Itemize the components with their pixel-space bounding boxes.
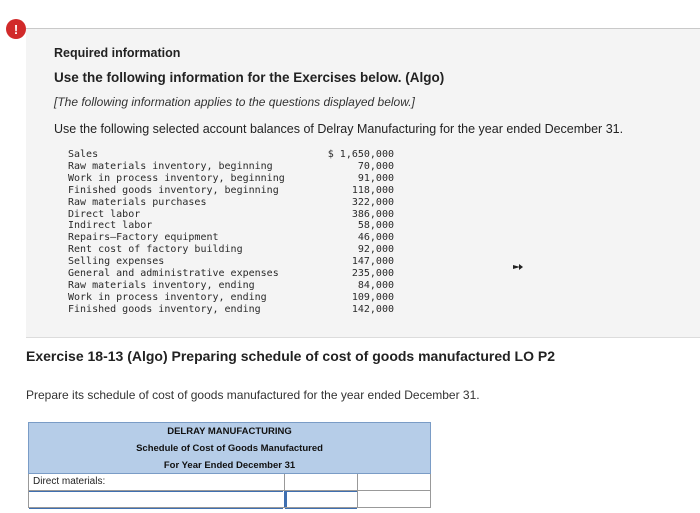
column-divider (357, 491, 358, 507)
account-name: Raw materials purchases (68, 196, 207, 208)
account-amount: $ 1,650,000 (327, 149, 394, 160)
schedule-title: Schedule of Cost of Goods Manufactured (136, 443, 323, 454)
account-row (68, 292, 394, 304)
account-amount: 70,000 (357, 160, 394, 172)
account-row (68, 256, 394, 268)
required-info-subtitle: Use the following information for the Exercises below. (Algo) (54, 70, 445, 85)
account-row (68, 304, 394, 316)
amount-input[interactable] (285, 491, 357, 509)
account-row (68, 197, 394, 209)
schedule-period: For Year Ended December 31 (163, 460, 296, 471)
required-info-intro: Use the following selected account balances of Delray Manufacturing for the year ended December 31. (54, 122, 624, 136)
account-amount: 235,000 (351, 268, 394, 280)
account-row (68, 161, 394, 173)
account-row (68, 209, 394, 221)
account-name: Sales (68, 149, 99, 160)
account-name: Finished goods inventory, ending (68, 303, 261, 315)
account-amount: 109,000 (351, 291, 394, 303)
account-row (68, 232, 394, 244)
exercise-title: Exercise 18-13 (Algo) Preparing schedule of cost of goods manufactured LO P2 (26, 348, 556, 364)
account-row (68, 220, 394, 232)
required-info-title: Required information (54, 46, 181, 60)
account-row (68, 280, 394, 292)
account-name: Finished goods inventory, beginning (68, 184, 279, 196)
account-row (68, 173, 394, 185)
schedule-company: DELRAY MANUFACTURING (167, 426, 292, 437)
account-name: Indirect labor (68, 220, 153, 232)
account-row (68, 149, 394, 161)
account-name: Rent cost of factory building (68, 244, 243, 256)
column-divider (284, 474, 285, 490)
schedule-row (28, 491, 431, 508)
account-name: Raw materials inventory, ending (68, 279, 255, 291)
account-name: Repairs—Factory equipment (68, 232, 219, 244)
account-row (68, 244, 394, 256)
schedule-header (28, 422, 431, 474)
line-item-input[interactable] (29, 491, 283, 509)
account-amount: 147,000 (351, 256, 394, 268)
column-divider (357, 474, 358, 490)
account-amount: 91,000 (357, 172, 394, 184)
account-row (68, 268, 394, 280)
account-amount: 386,000 (351, 208, 394, 220)
account-name: Direct labor (68, 208, 141, 220)
account-amount: 58,000 (357, 220, 394, 232)
account-amount: 92,000 (357, 244, 394, 256)
account-name: Selling expenses (68, 256, 165, 268)
account-amount: 84,000 (357, 279, 394, 291)
account-balances-table (68, 149, 394, 316)
mouse-cursor-icon (513, 262, 523, 272)
account-name: General and administrative expenses (68, 268, 279, 280)
account-name: Work in process inventory, ending (68, 291, 267, 303)
required-info-note: [The following information applies to the questions displayed below.] (54, 95, 415, 109)
schedule-grid (28, 474, 431, 508)
account-amount: 142,000 (351, 303, 394, 315)
account-amount: 322,000 (351, 196, 394, 208)
exclamation-icon: ! (6, 19, 26, 39)
account-amount: 46,000 (357, 232, 394, 244)
direct-materials-label: Direct materials: (33, 476, 106, 487)
account-name: Work in process inventory, beginning (68, 172, 285, 184)
account-row (68, 185, 394, 197)
exercise-instruction: Prepare its schedule of cost of goods manufactured for the year ended December 31. (26, 388, 480, 402)
schedule-row (28, 474, 431, 491)
account-amount: 118,000 (351, 184, 394, 196)
account-name: Raw materials inventory, beginning (68, 160, 273, 172)
